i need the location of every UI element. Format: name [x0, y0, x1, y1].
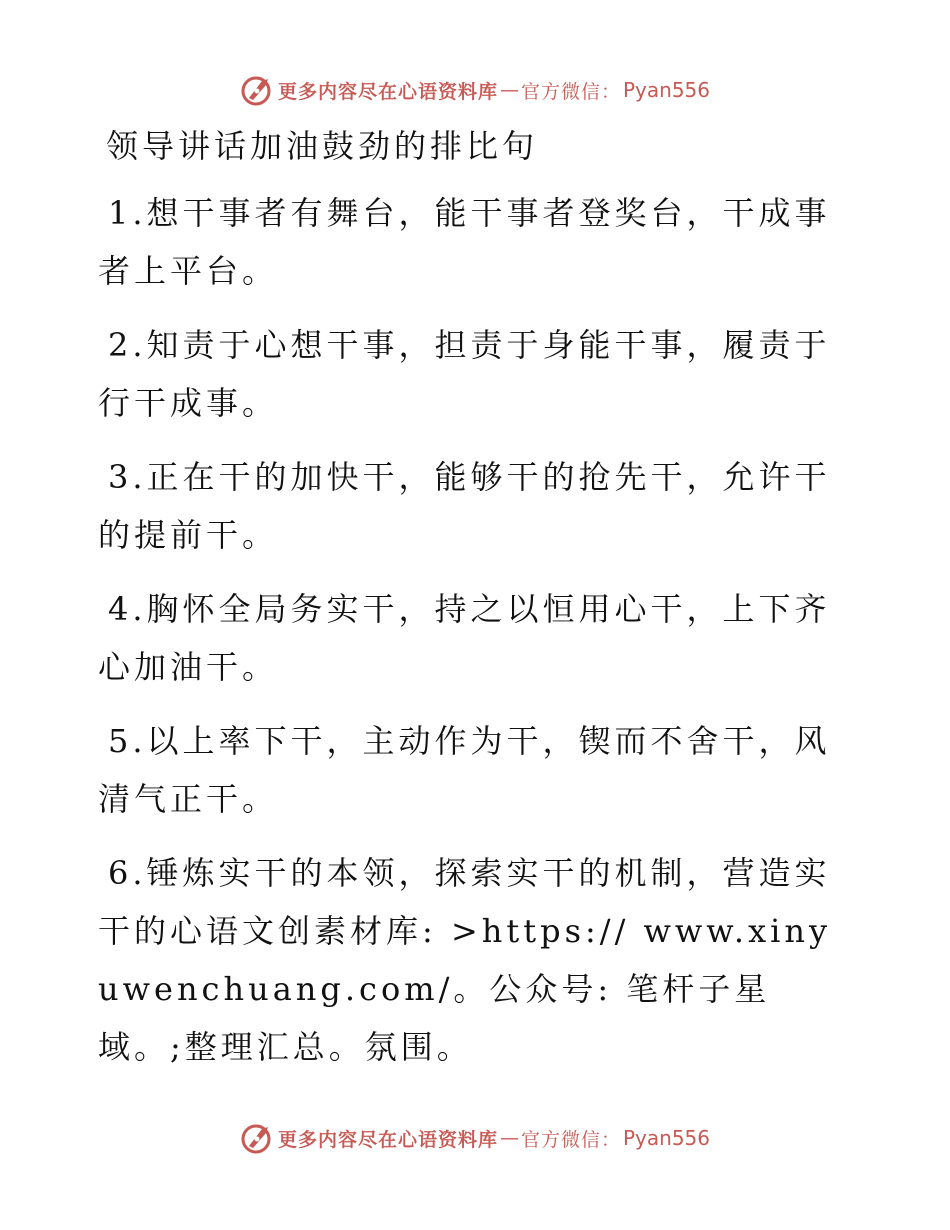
pen-nib-logo-icon — [240, 1121, 274, 1155]
footer-separator: — — [499, 1127, 519, 1149]
document-title: 领导讲话加油鼓劲的排比句 — [106, 127, 539, 165]
header-banner — [0, 70, 950, 110]
paragraph-5: 5.以上率下干，主动作为干，锲而不舍干，风清气正干。 — [98, 722, 831, 818]
paragraph-4: 4.胸怀全局务实干，持之以恒用心干，上下齐心加油干。 — [98, 590, 831, 686]
footer-wechat-id: Pyan556 — [623, 1126, 711, 1150]
pen-nib-logo-icon — [240, 73, 274, 107]
footer-wechat-label: 官方微信： — [520, 1128, 621, 1151]
document-body — [98, 120, 838, 1092]
header-separator: — — [499, 79, 519, 101]
footer-banner — [0, 1118, 950, 1158]
header-brand: 更多内容尽在心语资料库 — [277, 80, 498, 103]
header-wechat-id: Pyan556 — [623, 78, 711, 102]
paragraph-2: 2.知责于心想干事，担责于身能干事，履责于行干成事。 — [98, 326, 831, 422]
paragraph-3: 3.正在干的加快干，能够干的抢先干，允许干的提前干。 — [98, 458, 831, 554]
paragraph-1: 1.想干事者有舞台，能干事者登奖台，干成事者上平台。 — [98, 194, 831, 290]
paragraph-6: 6.锤炼实干的本领，探索实干的机制，营造实干的心语文创素材库: >https:// www.xinyuwenchuang.com/。公众号: 笔杆子星域。;整理汇总。氛围。 — [98, 854, 832, 1066]
header-wechat-label: 官方微信： — [520, 80, 621, 103]
footer-brand: 更多内容尽在心语资料库 — [277, 1128, 498, 1151]
